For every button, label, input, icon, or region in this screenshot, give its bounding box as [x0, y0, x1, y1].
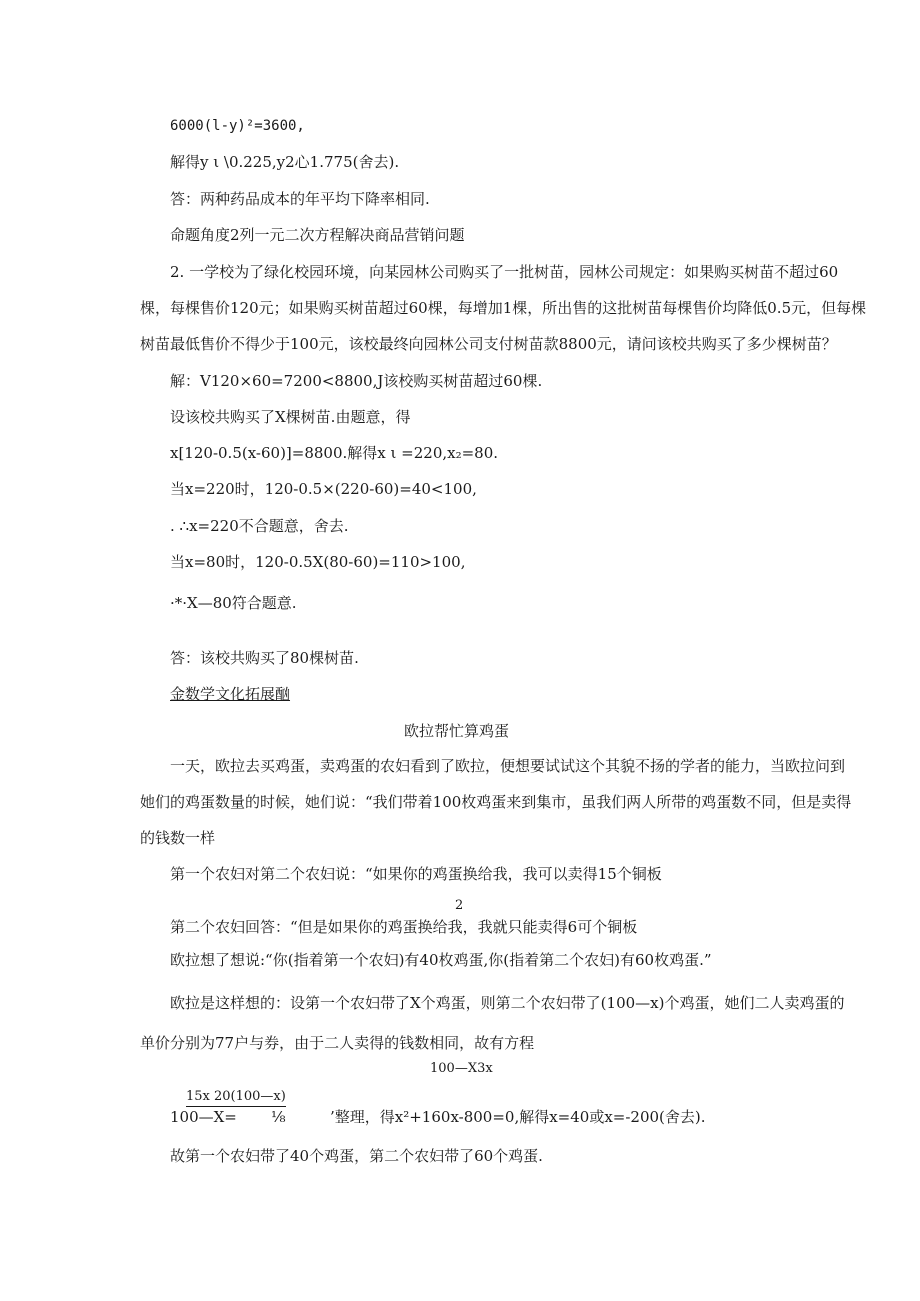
- story-text: 第一个农妇对第二个农妇说：“如果你的鸡蛋换给我，我可以卖得15个铜板: [170, 865, 662, 883]
- story-title: 欧拉帮忙算鸡蛋: [404, 722, 510, 740]
- problem-text: 2. 一学校为了绿化校园环境，向某园林公司购买了一批树苗，园林公司规定：如果购买树苗不超过60: [170, 263, 839, 281]
- solution-line: 解得y ι \0.225,y2心1.775(舍去).: [170, 153, 400, 171]
- problem-text: 棵，每棵售价120元；如果购买树苗超过60棵，每增加1棵，所出售的这批树苗每棵售价均降低0.5元，但每棵: [140, 299, 867, 317]
- conclusion-line: 故第一个农妇带了40个鸡蛋，第二个农妇带了60个鸡蛋.: [170, 1147, 543, 1165]
- equation-line: ’整理，得x²+160x-800=0,解得x=40或x=-200(舍去).: [330, 1108, 706, 1126]
- equation-line: 6000(l-y)²=3600,: [170, 118, 305, 134]
- equation-line: 100—X=: [170, 1108, 237, 1126]
- equation-line: x[120-0.5(x-60)]=8800.解得x ι =220,x₂=80.: [170, 444, 499, 462]
- story-text: 一天，欧拉去买鸡蛋，卖鸡蛋的农妇看到了欧拉，便想要试试这个其貌不扬的学者的能力，当欧拉问到: [170, 757, 846, 775]
- stray-number: 2: [455, 898, 464, 913]
- section-heading: 金数学文化拓展酗: [170, 685, 291, 703]
- equation-line: 当x=220时，120-0.5×(220-60)=40<100,: [170, 480, 477, 498]
- story-text: 欧拉是这样想的：设第一个农妇带了X个鸡蛋，则第二个农妇带了(100—x)个鸡蛋，她们二人卖鸡蛋的: [170, 994, 845, 1012]
- problem-text: 树苗最低售价不得少于100元，该校最终向园林公司支付树苗款8800元，请问该校共购买了多少棵树苗？: [140, 335, 837, 353]
- solution-line: 设该校共购买了X棵树苗.由题意，得: [170, 408, 411, 426]
- equation-line: 当x=80时，120-0.5X(80-60)=110>100,: [170, 553, 466, 571]
- story-text: 的钱数一样: [140, 829, 216, 847]
- story-text: 第二个农妇回答：“但是如果你的鸡蛋换给我，我就只能卖得6可个铜板: [170, 918, 638, 936]
- solution-line: ·*·X—80符合题意.: [170, 594, 297, 612]
- fraction-symbol: ⅛: [271, 1108, 286, 1126]
- story-text: 单价分别为77户与券，由于二人卖得的钱数相同，故有方程: [140, 1034, 535, 1052]
- fraction-numerator: 15x 20(100—x): [186, 1088, 286, 1107]
- solution-line: . ∴x=220不合题意，舍去.: [170, 517, 349, 535]
- fraction-header: 100—X3x: [430, 1061, 493, 1076]
- solution-line: 解：V120×60=7200<8800,J该校购买树苗超过60棵.: [170, 372, 543, 390]
- answer-line: 答：该校共购买了80棵树苗.: [170, 649, 359, 667]
- story-text: 她们的鸡蛋数量的时候，她们说：“我们带着100枚鸡蛋来到集市，虽我们两人所带的鸡蛋数不同，但是卖得: [140, 793, 852, 811]
- section-heading: 命题角度2列一元二次方程解决商品营销问题: [170, 226, 465, 244]
- answer-line: 答：两种药品成本的年平均下降率相同.: [170, 190, 430, 208]
- story-text: 欧拉想了想说:“你(指着第一个农妇)有40枚鸡蛋,你(指着第二个农妇)有60枚鸡蛋.”: [170, 951, 712, 969]
